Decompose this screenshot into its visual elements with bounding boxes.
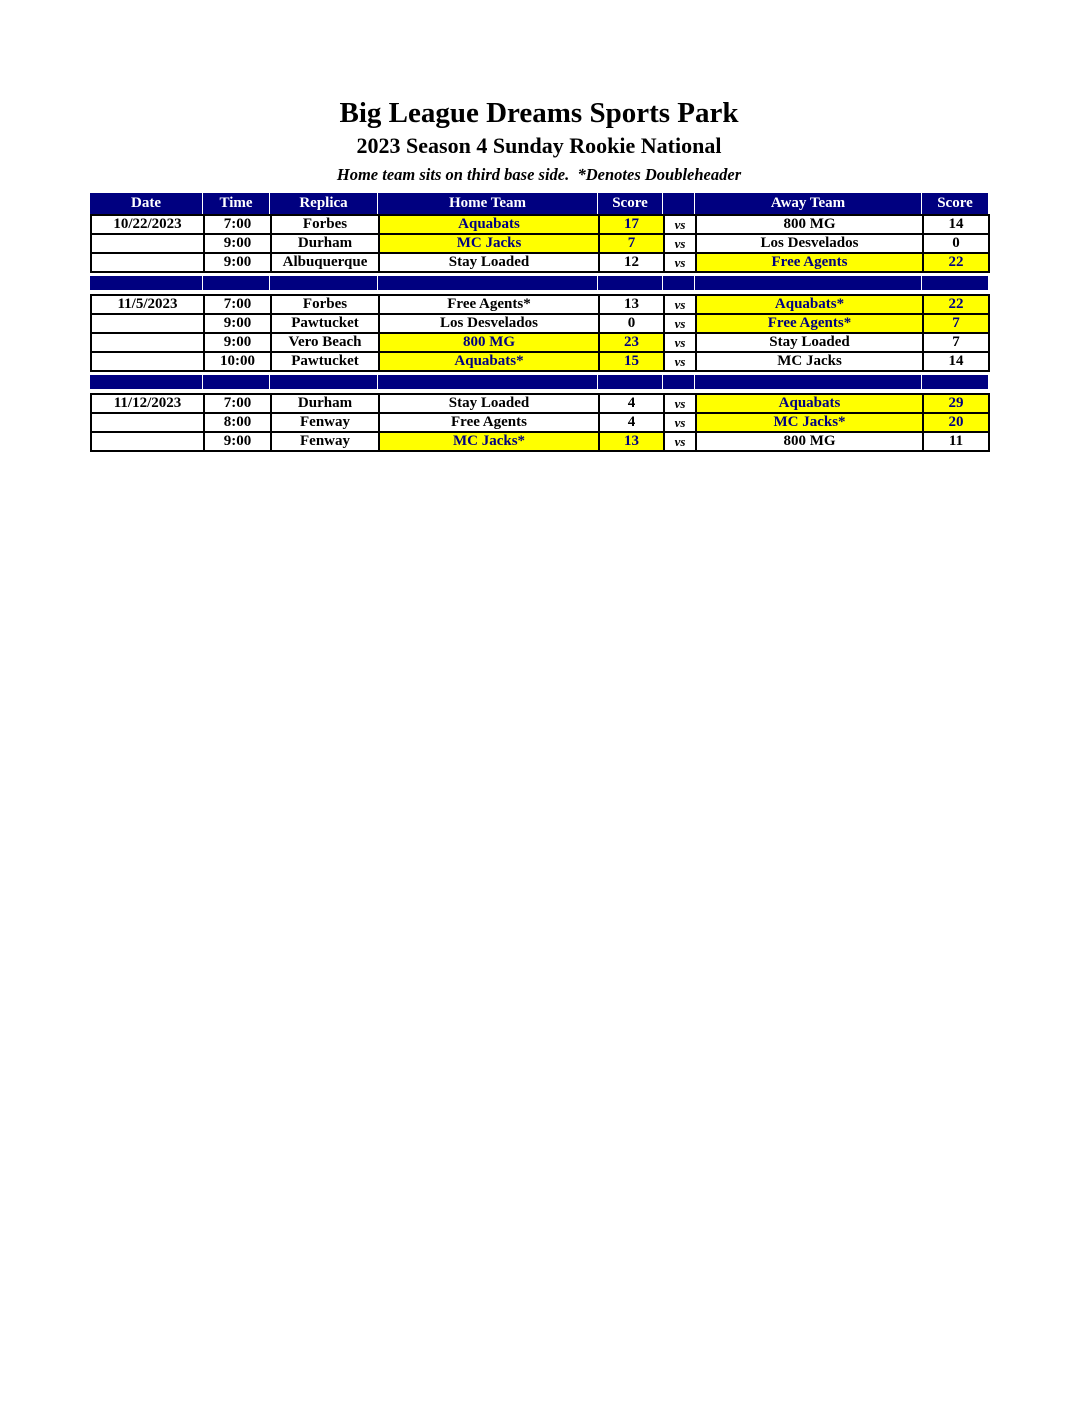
header-cell-away-score: Score <box>937 194 973 211</box>
away-score-cell: 20 <box>923 413 989 432</box>
away-score-cell: 7 <box>923 333 989 352</box>
home-score-cell: 7 <box>599 234 664 253</box>
separator-cell <box>922 375 988 389</box>
separator-band <box>90 375 988 389</box>
header-cell-date: Date <box>90 193 203 214</box>
header-cell-time: Time <box>203 193 270 214</box>
vs-label: vs <box>664 234 696 253</box>
vs-label: vs <box>664 413 696 432</box>
separator-cell <box>922 276 988 290</box>
schedule-table <box>90 193 988 452</box>
separator-cell <box>598 375 663 389</box>
time-cell: 8:00 <box>204 413 271 432</box>
date-cell: 11/5/2023 <box>91 295 204 314</box>
page-content <box>90 0 988 452</box>
home-score-cell: 0 <box>599 314 664 333</box>
replica-cell: Forbes <box>271 295 379 314</box>
home-team-cell: Los Desvelados <box>379 314 599 333</box>
separator-cell <box>270 276 378 290</box>
table-row <box>91 295 989 314</box>
away-score-cell: 14 <box>923 215 989 234</box>
header-cell-vs <box>663 193 695 214</box>
replica-cell: Durham <box>271 394 379 413</box>
vs-label: vs <box>664 352 696 371</box>
schedule-group-2 <box>90 294 990 372</box>
vs-label: vs <box>664 394 696 413</box>
table-row <box>91 432 989 451</box>
away-team-cell: MC Jacks* <box>696 413 923 432</box>
date-cell: 10/22/2023 <box>91 215 204 234</box>
time-cell: 7:00 <box>204 295 271 314</box>
time-cell: 9:00 <box>204 234 271 253</box>
separator-cell <box>378 276 598 290</box>
separator-band <box>90 276 988 290</box>
table-row <box>91 333 989 352</box>
separator-cell <box>695 276 922 290</box>
away-team-cell: 800 MG <box>696 215 923 234</box>
date-cell <box>91 352 204 371</box>
date-cell <box>91 413 204 432</box>
away-team-cell: Aquabats <box>696 394 923 413</box>
separator-cell <box>203 375 270 389</box>
away-team-cell: MC Jacks <box>696 352 923 371</box>
separator-cell <box>695 375 922 389</box>
date-cell <box>91 432 204 451</box>
home-team-cell: Stay Loaded <box>379 394 599 413</box>
separator-cell <box>203 276 270 290</box>
home-team-cell: Free Agents <box>379 413 599 432</box>
away-score-cell: 0 <box>923 234 989 253</box>
home-team-cell: Aquabats* <box>379 352 599 371</box>
date-cell <box>91 253 204 272</box>
home-team-cell: 800 MG <box>379 333 599 352</box>
away-score-cell: 29 <box>923 394 989 413</box>
vs-label: vs <box>664 253 696 272</box>
date-cell <box>91 314 204 333</box>
away-score-cell: 22 <box>923 253 989 272</box>
table-row <box>91 352 989 371</box>
vs-label: vs <box>664 215 696 234</box>
home-score-cell: 12 <box>599 253 664 272</box>
home-score-cell: 4 <box>599 413 664 432</box>
header-cell-home-team: Home Team <box>378 193 598 214</box>
time-cell: 10:00 <box>204 352 271 371</box>
separator-cell <box>90 276 203 290</box>
date-cell <box>91 333 204 352</box>
replica-cell: Albuquerque <box>271 253 379 272</box>
home-score-cell: 17 <box>599 215 664 234</box>
table-row <box>91 314 989 333</box>
replica-cell: Pawtucket <box>271 314 379 333</box>
replica-cell: Durham <box>271 234 379 253</box>
separator-cell <box>598 276 663 290</box>
away-team-cell: Stay Loaded <box>696 333 923 352</box>
replica-cell: Fenway <box>271 413 379 432</box>
table-row <box>91 234 989 253</box>
table-row <box>91 413 989 432</box>
away-score-cell: 11 <box>923 432 989 451</box>
time-cell: 9:00 <box>204 432 271 451</box>
replica-cell: Forbes <box>271 215 379 234</box>
away-team-cell: 800 MG <box>696 432 923 451</box>
table-row <box>91 215 989 234</box>
separator-cell <box>270 375 378 389</box>
away-team-cell: Los Desvelados <box>696 234 923 253</box>
time-cell: 9:00 <box>204 314 271 333</box>
table-row <box>91 253 989 272</box>
header-cell-home-score: Score <box>598 193 663 214</box>
time-cell: 7:00 <box>204 394 271 413</box>
home-team-cell: MC Jacks <box>379 234 599 253</box>
vs-label: vs <box>664 432 696 451</box>
vs-label: vs <box>664 333 696 352</box>
season-subtitle: 2023 Season 4 Sunday Rookie National <box>356 133 722 159</box>
home-score-cell: 4 <box>599 394 664 413</box>
away-team-cell: Aquabats* <box>696 295 923 314</box>
home-score-cell: 15 <box>599 352 664 371</box>
time-cell: 9:00 <box>204 253 271 272</box>
home-score-cell: 13 <box>599 295 664 314</box>
separator-cell <box>663 276 695 290</box>
replica-cell: Pawtucket <box>271 352 379 371</box>
home-score-cell: 23 <box>599 333 664 352</box>
replica-cell: Vero Beach <box>271 333 379 352</box>
separator-cell <box>378 375 598 389</box>
vs-label: vs <box>664 295 696 314</box>
note-line: Home team sits on third base side. *Denotes Doubleheader <box>336 164 742 184</box>
header-cell-away-team: Away Team <box>695 193 922 214</box>
home-score-cell: 13 <box>599 432 664 451</box>
home-team-cell: Stay Loaded <box>379 253 599 272</box>
away-score-cell: 7 <box>923 314 989 333</box>
away-score-cell: 22 <box>923 295 989 314</box>
page-title: Big League Dreams Sports Park <box>339 97 739 129</box>
away-team-cell: Free Agents <box>696 253 923 272</box>
separator-cell <box>663 375 695 389</box>
home-team-cell: Aquabats <box>379 215 599 234</box>
date-cell: 11/12/2023 <box>91 394 204 413</box>
time-cell: 9:00 <box>204 333 271 352</box>
away-score-cell: 14 <box>923 352 989 371</box>
header-row <box>90 193 988 214</box>
replica-cell: Fenway <box>271 432 379 451</box>
header-cell-replica: Replica <box>270 193 378 214</box>
date-cell <box>91 234 204 253</box>
schedule-group-3 <box>90 393 990 452</box>
time-cell: 7:00 <box>204 215 271 234</box>
table-row <box>91 394 989 413</box>
vs-label: vs <box>664 314 696 333</box>
home-team-cell: MC Jacks* <box>379 432 599 451</box>
schedule-group-1 <box>90 214 990 273</box>
separator-cell <box>90 375 203 389</box>
home-team-cell: Free Agents* <box>379 295 599 314</box>
away-team-cell: Free Agents* <box>696 314 923 333</box>
